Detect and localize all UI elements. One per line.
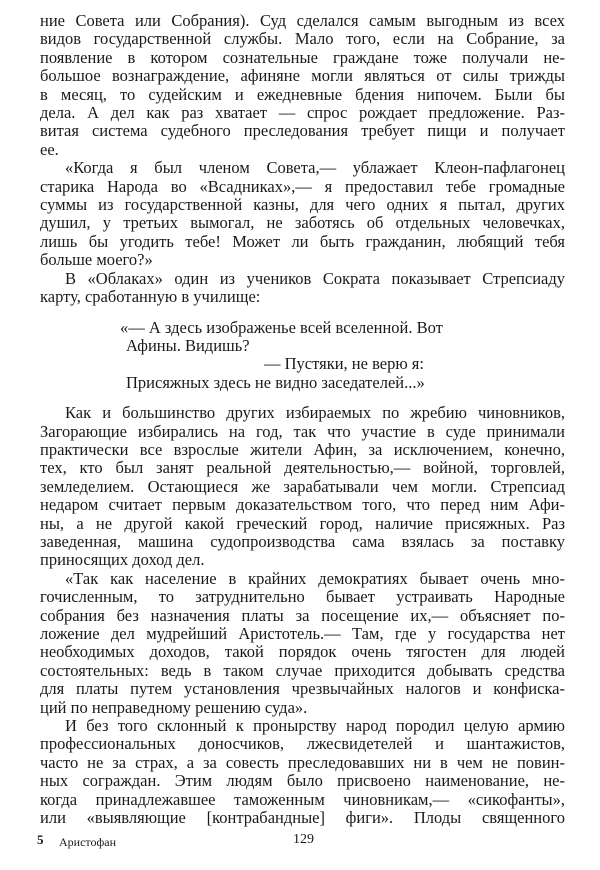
text-line: в месяц, то судейским и ежедневные бдения нипочем. Были бы [40, 84, 565, 104]
text-line: суммы из государственной казны, для чего одних я пытал, других [40, 195, 565, 215]
verse-line: Присяжных здесь не видно заседателей...» [126, 372, 425, 392]
verse-quote [40, 319, 565, 393]
text-line: В «Облаках» один из учеников Сократа показывает Стрепсиаду [65, 268, 565, 288]
text-line: профессиональных доносчиков, лжесвидетелей и шантажистов, [40, 734, 565, 754]
text-line: душил, у третьих вымогал, не заботясь об отдельных человечках, [40, 213, 565, 233]
text-line: состоятельных: ведь в таком случае приходится добывать средства [40, 660, 565, 680]
verse-line: — Пустяки, не верю я: [264, 354, 424, 374]
text-line: И без того склонный к пронырству народ породил целую армию [65, 716, 565, 736]
verse-line: «— А здесь изображенье всей вселенной. Вот [120, 317, 443, 337]
text-line: тех, кто был занят реальной деятельностью,— войной, торговлей, [40, 458, 565, 478]
text-line: ложение дел мудрейший Аристотель.— Там, где у государства нет [40, 624, 565, 643]
page-number: 129 [293, 832, 314, 847]
text-line: заведенная, машина судопроизводства сама взялась за поставку [40, 531, 565, 551]
text-line: видов государственной службы. Мало того, если на Собрание, за [40, 29, 565, 49]
text-line: собрания без назначения платы за посещение их,— объясняет по- [40, 605, 565, 625]
text-line: витая система судебного преследования требует пищи и получает [40, 121, 565, 141]
text-line: ние Совета или Собрания). Суд сделался самым выгодным из всех [40, 11, 565, 30]
text-line: дела. А дел как раз хватает — спрос рождает предложение. Раз- [40, 103, 565, 123]
paragraph [40, 159, 565, 269]
text-line: ных сограждан. Этим людям было присвоено наименование, не- [40, 771, 565, 791]
text-line: когда принадлежавшее таможенным чиновникам,— «сикофанты», [40, 789, 565, 809]
text-line: земледелием. Остающиеся же зарабатывали чем могли. Стрепсиад [40, 476, 565, 496]
paragraph [40, 717, 565, 827]
text-line: карту, сработанную в училище: [40, 287, 261, 307]
text-line: гочисленным, то затруднительно бывает устраивать Народные [40, 587, 565, 607]
text-line: ны, а не другой какой греческий город, наличие присяжных. Раз [40, 513, 565, 533]
text-line: для платы путем установления чрезвычайных налогов и конфиска- [40, 679, 565, 699]
text-line: приносящих доход дел. [40, 550, 205, 570]
paragraph [40, 570, 565, 717]
paragraph [40, 270, 565, 307]
text-line: появление в котором сознательные граждане тоже получали не- [40, 47, 565, 67]
text-line: необходимых доходов, такой порядок очень тягостен для людей [40, 642, 565, 662]
text-line: или «выявляющие [контрабандные] фиги». Плоды священного [40, 808, 565, 828]
paragraph [40, 404, 565, 570]
text-line: практически все взрослые жители Афин, за исключением, конечно, [40, 439, 565, 459]
paragraphs-after-verse [40, 404, 565, 827]
text-line: Загорающие избирались на год, так что участие в суде принимали [40, 421, 565, 441]
text-line: лишь бы угодить тебе! Может ли быть гражданин, любящий тебя [40, 231, 565, 251]
verse-line: Афины. Видишь? [126, 335, 250, 355]
text-line: «Так как население в крайних демократиях бывает очень мно- [65, 568, 565, 588]
text-line: Как и большинство других избираемых по жребию чиновников, [65, 403, 565, 423]
text-line: «Когда я был членом Совета,— ублажает Клеон-пафлагонец [65, 158, 565, 178]
text-line: часто не за страх, а за совесть преследовавших ни в чем не повин- [40, 752, 565, 772]
text-line: ций по неправедному решению суда». [40, 697, 308, 717]
paragraphs-before-verse [40, 12, 565, 307]
paragraph [40, 12, 565, 159]
text-line: большое вознаграждение, афиняне могли являться от силы трижды [40, 66, 565, 86]
running-author: Аристофан [59, 835, 117, 849]
text-line: больше моего?» [40, 250, 153, 270]
text-line: ее. [40, 139, 59, 159]
text-line: старика Народа во «Всадниках»,— я предоставил тебе громадные [40, 176, 565, 196]
signature-mark: 5 [37, 832, 44, 847]
page-body [40, 12, 565, 827]
text-line: недаром считает первым доказательством того, что перед ним Афи- [40, 495, 565, 515]
page-footer [37, 832, 567, 852]
